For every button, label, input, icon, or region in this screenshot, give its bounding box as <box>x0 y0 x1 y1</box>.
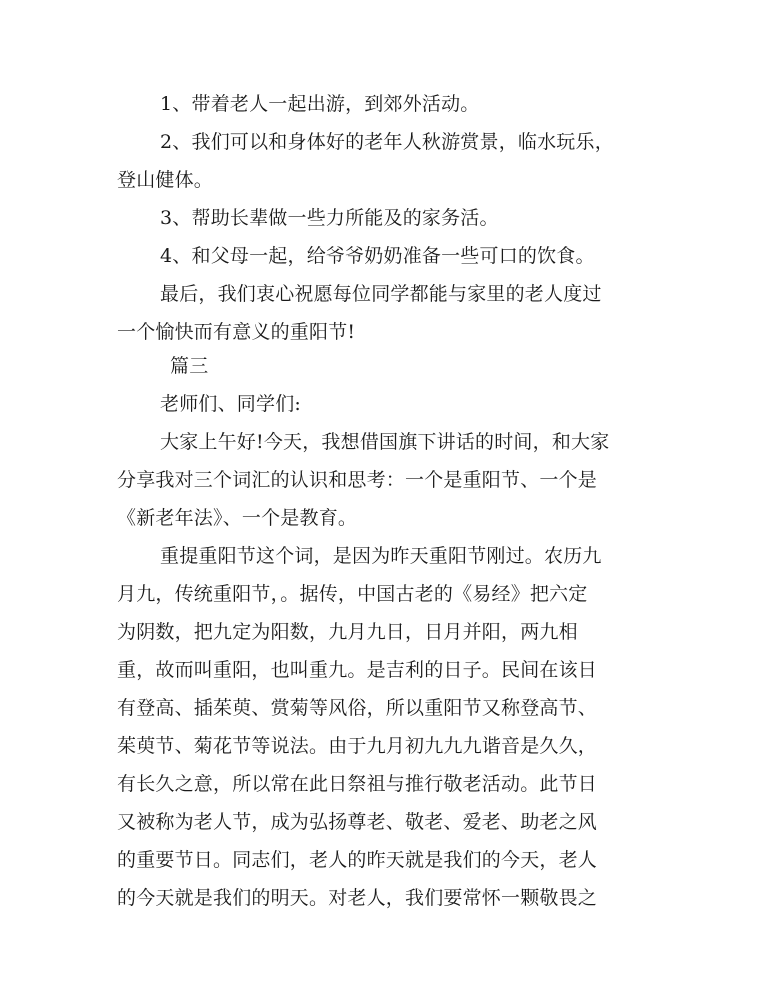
paragraph-line: 的今天就是我们的明天。对老人，我们要常怀一颗敬畏之 <box>117 887 598 909</box>
list-item-2-continued: 登山健体。 <box>117 169 214 191</box>
paragraph-line: 大家上午好!今天，我想借国旗下讲话的时间，和大家 <box>160 431 610 453</box>
closing-paragraph: 最后，我们衷心祝愿每位同学都能与家里的老人度过 <box>160 283 602 305</box>
list-item-3: 3、帮助长辈做一些力所能及的家务活。 <box>160 207 499 229</box>
closing-paragraph-continued: 一个愉快而有意义的重阳节! <box>117 321 356 343</box>
paragraph-line: 月九，传统重阳节，。据传，中国古老的《易经》把六定 <box>117 583 588 605</box>
paragraph-line: 为阴数，把九定为阳数，九月九日，日月并阳，两九相 <box>117 621 578 643</box>
paragraph-line: 重，故而叫重阳，也叫重九。是吉利的日子。民间在该日 <box>117 659 598 681</box>
paragraph-line: 的重要节日。同志们，老人的昨天就是我们的今天，老人 <box>117 849 598 871</box>
paragraph-line: 有长久之意，所以常在此日祭祖与推行敬老活动。此节日 <box>117 773 598 795</box>
list-item-2: 2、我们可以和身体好的老年人秋游赏景，临水玩乐， <box>160 131 614 153</box>
paragraph-line: 有登高、插茱萸、赏菊等风俗，所以重阳节又称登高节、 <box>117 697 598 719</box>
paragraph-line: 重提重阳节这个词，是因为昨天重阳节刚过。农历九 <box>160 545 602 567</box>
paragraph-line: 又被称为老人节，成为弘扬尊老、敬老、爱老、助老之风 <box>117 811 598 833</box>
salutation: 老师们、同学们: <box>160 393 302 415</box>
list-item-1: 1、带着老人一起出游，到郊外活动。 <box>160 93 480 115</box>
paragraph-line: 《新老年法》、一个是教育。 <box>117 507 358 529</box>
list-item-4: 4、和父母一起，给爷爷奶奶准备一些可口的饮食。 <box>160 245 595 267</box>
section-heading: 篇三 <box>170 355 209 377</box>
paragraph-line: 分享我对三个词汇的认识和思考：一个是重阳节、一个是 <box>117 469 598 491</box>
paragraph-line: 茱萸节、菊花节等说法。由于九月初九九九谐音是久久， <box>117 735 598 757</box>
